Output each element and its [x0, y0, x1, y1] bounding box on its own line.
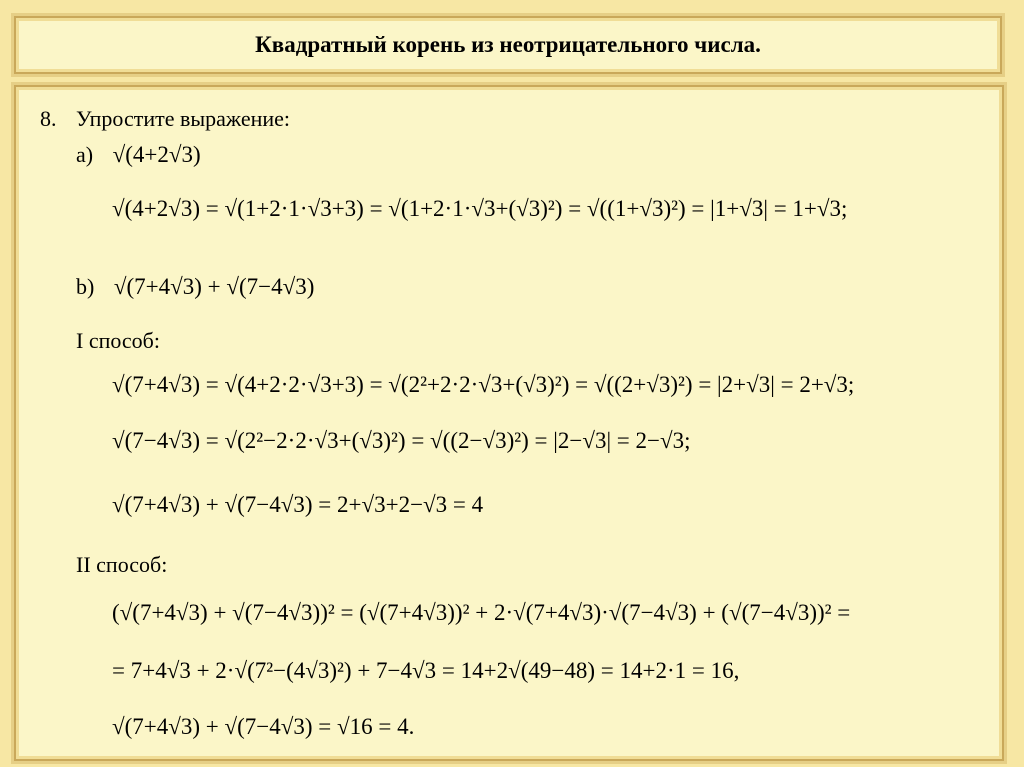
method1-line2: √(7−4√3) = √(2²−2·2·√3+(√3)²) = √((2−√3)²) = |2−√3| = 2−√3; [112, 428, 691, 453]
part-b-heading [76, 273, 314, 301]
method2-line3: √(7+4√3) + √(7−4√3) = √16 = 4. [112, 714, 415, 739]
method2-line2: = 7+4√3 + 2·√(7²−(4√3)²) + 7−4√3 = 14+2√(49−48) = 14+2·1 = 16, [112, 658, 740, 683]
task-heading [40, 105, 290, 133]
part-a-heading [76, 141, 201, 169]
method1-line3: √(7+4√3) + √(7−4√3) = 2+√3+2−√3 = 4 [112, 492, 484, 517]
part-a-expression: √(4+2√3) [112, 142, 201, 167]
part-b-expression: √(7+4√3) + √(7−4√3) [113, 274, 315, 299]
content-box [14, 85, 1004, 761]
method1-label: I способ: [76, 328, 160, 353]
task-text: Упростите выражение: [76, 106, 291, 131]
method2-label: II способ: [76, 552, 168, 577]
method2-line1: (√(7+4√3) + √(7−4√3))² = (√(7+4√3))² + 2·√(7+4√3)·√(7−4√3) + (√(7−4√3))² = [112, 600, 851, 625]
slide-title: Квадратный корень из неотрицательного числа. [255, 32, 761, 57]
part-b-label: b) [76, 274, 95, 299]
part-a-label: а) [76, 142, 94, 167]
slide-title-box [14, 16, 1002, 74]
method1-line1: √(7+4√3) = √(4+2·2·√3+3) = √(2²+2·2·√3+(√3)²) = √((2+√3)²) = |2+√3| = 2+√3; [112, 372, 855, 397]
task-number: 8. [40, 106, 57, 131]
part-a-solution: √(4+2√3) = √(1+2·1·√3+3) = √(1+2·1·√3+(√3)²) = √((1+√3)²) = |1+√3| = 1+√3; [112, 196, 848, 221]
